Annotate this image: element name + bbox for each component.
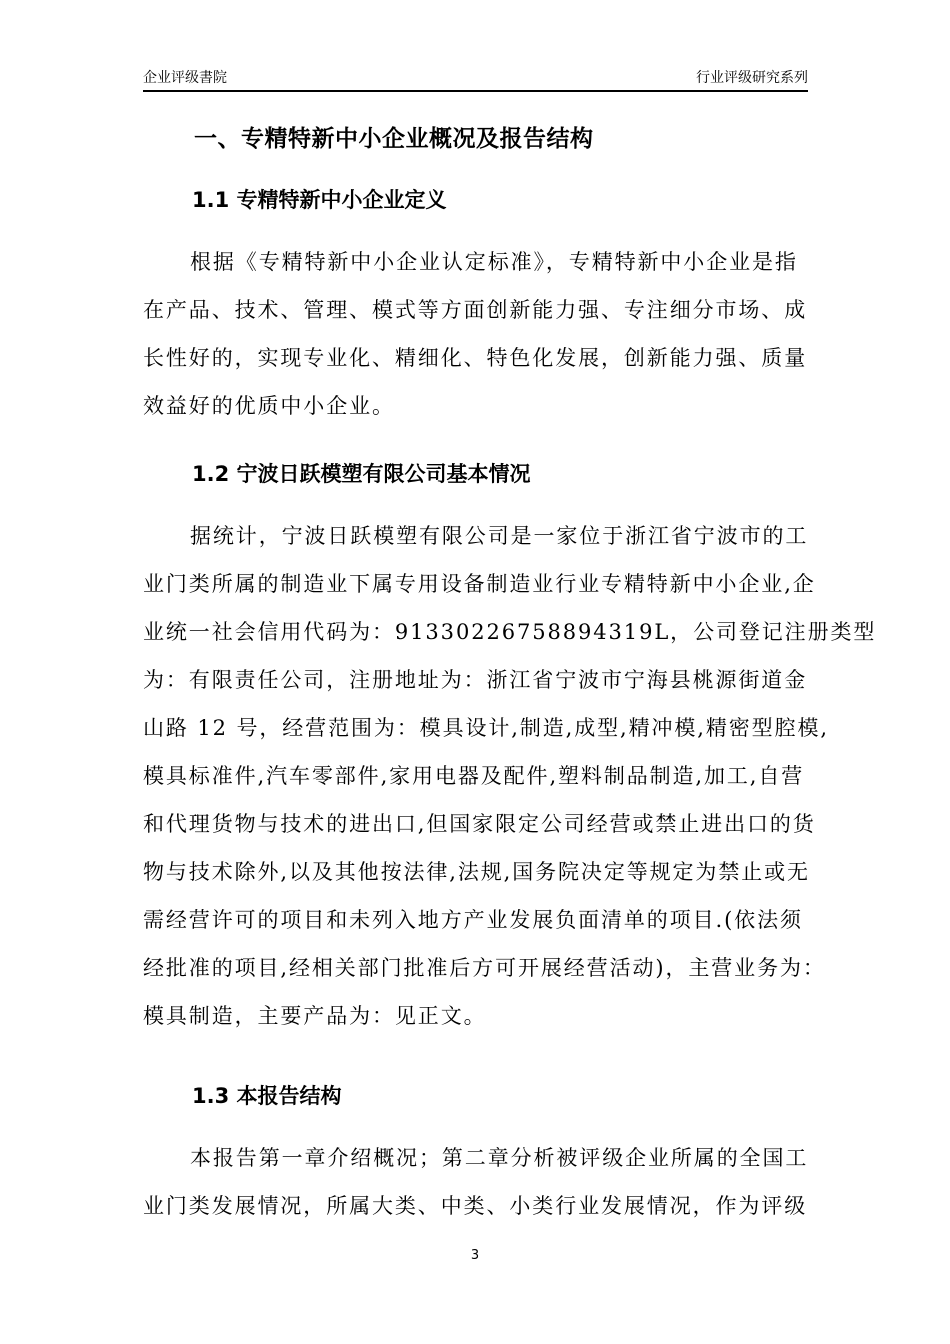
text-line: 经批准的项目,经相关部门批准后方可开展经营活动)，主营业务为： (143, 956, 826, 980)
text-line: 需经营许可的项目和未列入地方产业发展负面清单的项目.(依法须 (143, 908, 803, 932)
text-line: 为：有限责任公司，注册地址为：浙江省宁波市宁海县桃源街道金 (143, 668, 808, 692)
page-header (143, 66, 808, 92)
text-line: 长性好的，实现专业化、精细化、特色化发展，创新能力强、质量 (143, 346, 808, 370)
section-heading-1-2: 1.2 宁波日跃模塑有限公司基本情况 (192, 462, 531, 486)
text-line: 本报告第一章介绍概况；第二章分析被评级企业所属的全国工 (190, 1146, 809, 1170)
text-line: 业门类发展情况，所属大类、中类、小类行业发展情况，作为评级 (143, 1194, 808, 1218)
chapter-title: 一、专精特新中小企业概况及报告结构 (194, 126, 594, 152)
text-line: 业统一社会信用代码为：91330226758894319L，公司登记注册类型 (143, 620, 877, 644)
section-heading-1-3: 1.3 本报告结构 (192, 1084, 342, 1108)
paragraph-company-info (143, 512, 877, 1040)
section-heading-1-1: 1.1 专精特新中小企业定义 (192, 188, 447, 212)
text-line: 据统计，宁波日跃模塑有限公司是一家位于浙江省宁波市的工 (190, 524, 809, 548)
text-line: 和代理货物与技术的进出口,但国家限定公司经营或禁止进出口的货 (143, 812, 816, 836)
text-line: 物与技术除外,以及其他按法律,法规,国务院决定等规定为禁止或无 (143, 860, 810, 884)
header-right-series: 行业评级研究系列 (696, 70, 808, 86)
text-line: 业门类所属的制造业下属专用设备制造业行业专精特新中小企业,企 (143, 572, 816, 596)
page-number: 3 (470, 1248, 480, 1263)
text-line: 模具制造，主要产品为：见正文。 (143, 1004, 487, 1028)
text-line: 根据《专精特新中小企业认定标准》，专精特新中小企业是指 (190, 250, 798, 274)
header-left-title: 企业评级書院 (143, 70, 227, 86)
paragraph-report-structure (143, 1134, 811, 1230)
text-line: 模具标准件,汽车零部件,家用电器及配件,塑料制品制造,加工,自营 (143, 764, 805, 788)
text-line: 效益好的优质中小企业。 (143, 394, 395, 418)
text-line: 在产品、技术、管理、模式等方面创新能力强、专注细分市场、成 (143, 298, 808, 322)
paragraph-definition (143, 238, 811, 430)
text-line: 山路 12 号，经营范围为：模具设计,制造,成型,精冲模,精密型腔模, (143, 716, 829, 740)
